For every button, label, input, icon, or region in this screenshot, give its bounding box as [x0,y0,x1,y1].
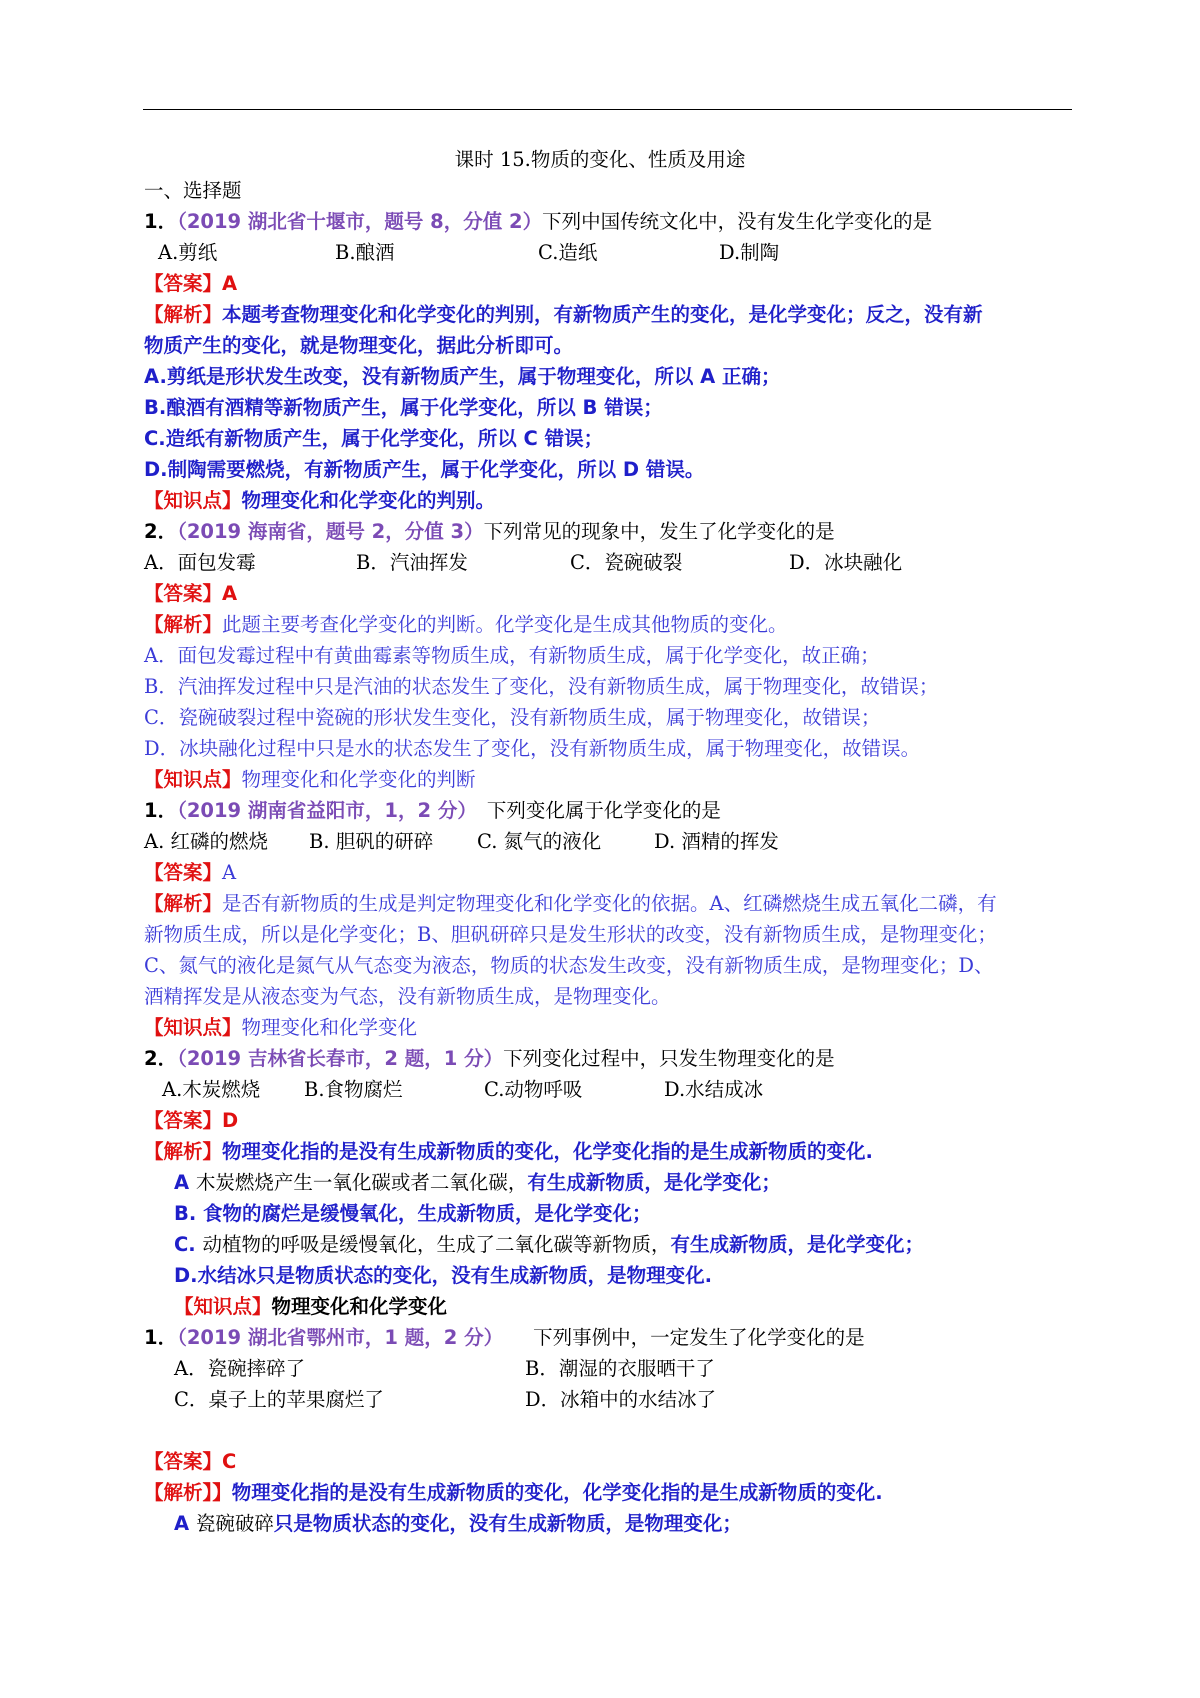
q4-analysis-d: D.水结冰只是物质状态的变化，没有生成新物质，是物理变化. [174,1264,713,1287]
q1-stem-line [144,207,932,237]
q2-answer-value: A [222,582,238,605]
q4-analysis-c: C. 动植物的呼吸是缓慢氧化，生成了二氧化碳等新物质，有生成新物质，是化学变化； [174,1233,925,1256]
q5-stem-line [144,1323,865,1353]
section-heading: 一、选择题 [144,179,242,202]
q4-option-b: B.食物腐烂 [304,1078,403,1101]
q4-analysis-line-1: 【解析】物理变化指的是没有生成新物质的变化，化学变化指的是生成新物质的变化. [144,1140,873,1163]
q1-analysis-line-1: 【解析】本题考查物理变化和化学变化的判别，有新物质产生的变化，是化学变化；反之，没有新 [144,303,983,326]
q1-analysis-d: D.制陶需要燃烧，有新物质产生，属于化学变化，所以 D 错误。 [144,458,705,481]
q2-answer-label: 【答案】 [144,582,223,605]
q4-source: （2019 吉林省长春市，2 题，1 分） [177,1047,504,1070]
q2-analysis-b: B．汽油挥发过程中只是汽油的状态发生了变化，没有新物质生成，属于物理变化，故错误； [144,675,939,698]
q4-answer [144,1106,238,1136]
q4-stem-line [144,1044,835,1074]
q1-source: （2019 湖北省十堰市，题号 8，分值 2） [177,210,543,233]
q5-answer [144,1447,236,1477]
q4-kp-label: 【知识点】 [174,1295,272,1318]
q3-stem-line [144,796,721,826]
q1-kp-label: 【知识点】 [144,489,242,512]
q3-number: 1． [144,799,178,822]
q2-analysis-label: 【解析】 [144,613,223,636]
q5-analysis-a: A 瓷碗破碎只是物质状态的变化，没有生成新物质，是物理变化； [174,1512,742,1535]
q1-analysis-b: B.酿酒有酒精等新物质产生，属于化学变化，所以 B 错误； [144,396,663,419]
q2-analysis-a: A．面包发霉过程中有黄曲霉素等物质生成，有新物质生成，属于化学变化，故正确； [144,644,880,667]
q3-source: （2019 湖南省益阳市，1，2 分） [177,799,477,822]
q4-option-a: A.木炭燃烧 [162,1078,261,1101]
q4-analysis-label: 【解析】 [144,1140,223,1163]
q1-stem: 下列中国传统文化中，没有发生化学变化的是 [542,210,933,233]
q5-analysis-label: 【解析】】 [144,1481,232,1504]
q3-answer [144,858,236,888]
q1-option-c: C.造纸 [538,241,598,264]
q5-stem: 下列事例中，一定发生了化学变化的是 [533,1326,865,1349]
q2-answer [144,579,237,609]
q5-option-b: B．潮湿的衣服晒干了 [525,1357,715,1380]
q3-answer-label: 【答案】 [144,861,223,884]
q2-analysis-d: D．冰块融化过程中只是水的状态发生了变化，没有新物质生成，属于物理变化，故错误。 [144,737,921,760]
q4-analysis-b: B. 食物的腐烂是缓慢氧化，生成新物质，是化学变化； [174,1202,652,1225]
q2-option-b: B．汽油挥发 [356,551,468,574]
q4-answer-value: D [222,1109,239,1132]
q5-option-c: C．桌子上的苹果腐烂了 [174,1388,384,1411]
q5-option-d: D．冰箱中的水结冰了 [525,1388,717,1411]
q2-kp-label: 【知识点】 [144,768,242,791]
q1-analysis-a: A.剪纸是形状发生改变，没有新物质产生，属于物理变化，所以 A 正确； [144,365,781,388]
q3-option-b: B. 胆矾的研碎 [309,830,434,853]
q1-analysis-c: C.造纸有新物质产生，属于化学变化，所以 C 错误； [144,427,604,450]
q3-option-c: C. 氮气的液化 [477,830,602,853]
q3-analysis-line-4: 酒精挥发是从液态变为气态，没有新物质生成，是物理变化。 [144,985,671,1008]
q5-source: （2019 湖北省鄂州市，1 题，2 分） [177,1326,504,1349]
q1-knowledge-point: 【知识点】物理变化和化学变化的判别。 [144,489,496,512]
q3-kp-label: 【知识点】 [144,1016,242,1039]
q1-answer-label: 【答案】 [144,272,223,295]
q4-answer-label: 【答案】 [144,1109,223,1132]
q3-analysis-line-3: C、氮气的液化是氮气从气态变为液态，物质的状态发生改变，没有新物质生成，是物理变化；D、 [144,954,994,977]
q2-stem-line [144,517,835,547]
q4-stem: 下列变化过程中，只发生物理变化的是 [503,1047,835,1070]
q3-option-d: D. 酒精的挥发 [654,830,779,853]
q4-option-d: D.水结成冰 [664,1078,764,1101]
q2-knowledge-point: 【知识点】物理变化和化学变化的判断 [144,768,476,791]
q3-analysis-line-2: 新物质生成，所以是化学变化；B、胆矾研碎只是发生形状的改变，没有新物质生成，是物理变化； [144,923,997,946]
q5-number: 1． [144,1326,178,1349]
q2-option-c: C．瓷碗破裂 [570,551,683,574]
q2-number: 2． [144,520,178,543]
q2-source: （2019 海南省，题号 2，分值 3） [177,520,484,543]
q2-option-d: D．冰块融化 [789,551,903,574]
q5-answer-label: 【答案】 [144,1450,223,1473]
q5-option-a: A．瓷碗摔碎了 [174,1357,306,1380]
q3-answer-value: A [222,861,237,884]
q3-analysis-line-1: 【解析】是否有新物质的生成是判定物理变化和化学变化的依据。A、红磷燃烧生成五氧化二磷，有 [144,892,997,915]
q1-analysis-line-2: 物质产生的变化，就是物理变化，据此分析即可。 [144,334,574,357]
q5-analysis-line-1: 【解析】】物理变化指的是没有生成新物质的变化，化学变化指的是生成新物质的变化. [144,1481,883,1504]
q1-answer [144,269,237,299]
q4-knowledge-point: 【知识点】物理变化和化学变化 [174,1295,448,1318]
q1-answer-value: A [222,272,238,295]
q2-stem: 下列常见的现象中，发生了化学变化的是 [483,520,835,543]
q1-option-b: B.酿酒 [335,241,395,264]
q1-option-a: A.剪纸 [158,241,218,264]
q1-option-d: D.制陶 [719,241,780,264]
q3-stem: 下列变化属于化学变化的是 [486,799,721,822]
page-title: 课时 15.物质的变化、性质及用途 [454,148,746,171]
q4-analysis-a: A 木炭燃烧产生一氧化碳或者二氧化碳，有生成新物质，是化学变化； [174,1171,781,1194]
q3-analysis-label: 【解析】 [144,892,223,915]
q3-knowledge-point: 【知识点】物理变化和化学变化 [144,1016,418,1039]
q2-analysis-c: C．瓷碗破裂过程中瓷碗的形状发生变化，没有新物质生成，属于物理变化，故错误； [144,706,881,729]
q4-option-c: C.动物呼吸 [484,1078,583,1101]
q3-option-a: A. 红磷的燃烧 [144,830,268,853]
q1-analysis-label: 【解析】 [144,303,223,326]
q1-number: 1． [144,210,178,233]
q2-analysis-line-1: 【解析】此题主要考查化学变化的判断。化学变化是生成其他物质的变化。 [144,613,788,636]
header-rule [143,109,1072,110]
q5-answer-value: C [222,1450,237,1473]
q4-number: 2． [144,1047,178,1070]
q2-option-a: A．面包发霉 [144,551,256,574]
